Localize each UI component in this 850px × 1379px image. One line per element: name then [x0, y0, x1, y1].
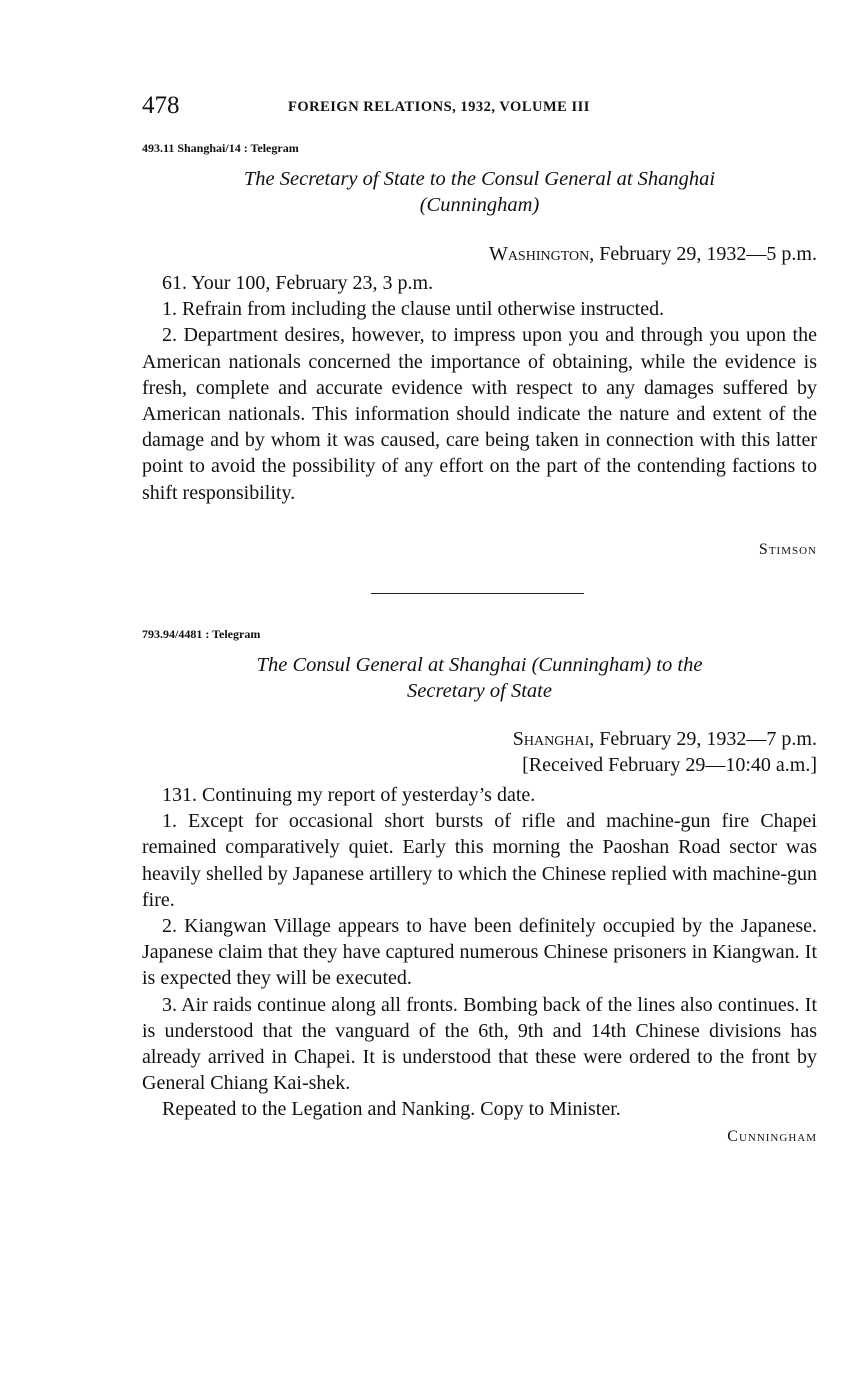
section-divider	[371, 593, 584, 594]
dateline-place: Shanghai	[512, 728, 590, 750]
heading-line: The Secretary of State to the Consul General at Shanghai	[243, 168, 716, 190]
dateline-date: , February 29, 1932—7 p.m.	[589, 728, 817, 750]
message-body	[142, 270, 817, 506]
page-number: 478	[142, 92, 180, 119]
heading-line: Secretary of State	[407, 680, 552, 702]
paragraph: 2. Kiangwan Village appears to have been definitely occupied by the Japanese. Japanese claim that they have captured numerous Chinese prisoners in Kiangwan. It is expected they will be executed.	[142, 915, 817, 990]
signature: Stimson	[758, 541, 817, 558]
document-heading	[142, 166, 817, 218]
paragraph: 1. Refrain from including the clause until otherwise instructed.	[162, 298, 665, 321]
paragraph: 1. Except for occasional short bursts of rifle and machine-gun fire Chapei remained comparatively quiet. Early this morning the Paoshan Road sector was heavily shelled by Japanese artillery to which the Chinese replied with machine-gun fire.	[142, 810, 817, 911]
running-head	[142, 90, 817, 122]
file-reference: 493.11 Shanghai/14 : Telegram	[142, 141, 299, 155]
dateline-place: Washington	[488, 243, 590, 265]
file-reference: 793.94/4481 : Telegram	[142, 627, 261, 641]
signature: Cunningham	[727, 1128, 817, 1145]
paragraph: 61. Your 100, February 23, 3 p.m.	[162, 272, 434, 294]
dateline	[513, 726, 817, 752]
dateline	[489, 241, 817, 267]
running-title: FOREIGN RELATIONS, 1932, VOLUME III	[288, 99, 590, 115]
document-heading	[142, 652, 817, 704]
paragraph: 3. Air raids continue along all fronts. Bombing back of the lines also continues. It is understood that the vanguard of the 6th, 9th and 14th Chinese divisions has already arrived in Chapei. It is understood that these were ordered to the front by General Chiang Kai-shek.	[142, 993, 817, 1095]
dateline-date: , February 29, 1932—5 p.m.	[589, 243, 817, 265]
paragraph: 2. Department desires, however, to impress upon you and through you upon the American nationals concerned the importance of obtaining, while the evidence is fresh, complete and accurate evidence with respect to any damages suffered by American nationals. This information should indicate the nature and extent of the damage and by whom it was caused, care being taken in connection with this latter point to avoid the possibility of any effort on the part of the contending factions to shift responsibility.	[142, 324, 817, 504]
heading-line: (Cunningham)	[419, 194, 540, 216]
paragraph: 131. Continuing my report of yesterday’s date.	[162, 784, 536, 806]
received-note: [Received February 29—10:40 a.m.]	[522, 754, 817, 776]
message-body	[142, 782, 817, 1123]
paragraph: Repeated to the Legation and Nanking. Copy to Minister.	[162, 1098, 621, 1121]
heading-line: The Consul General at Shanghai (Cunningham) to the	[256, 654, 703, 676]
